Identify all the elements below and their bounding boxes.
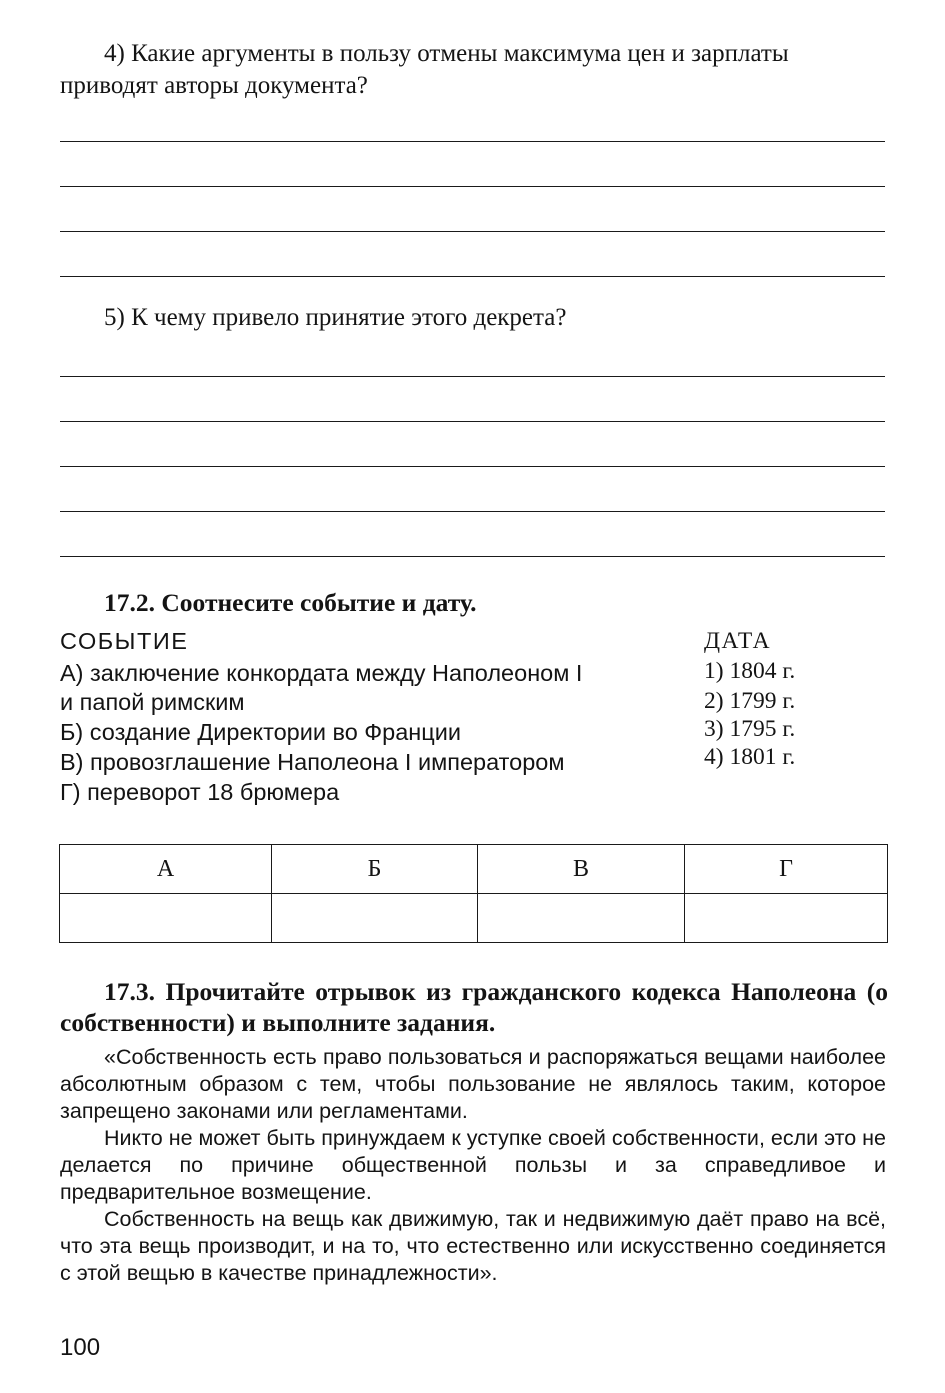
task-17-2-heading: 17.2. Соотнесите событие и дату. [104,588,477,617]
answer-cell[interactable] [685,894,888,943]
answer-table-header-row [60,845,888,894]
answer-cell[interactable] [60,894,272,943]
answer-cell[interactable] [478,894,685,943]
table-header-cell: Г [685,845,888,894]
answer-line[interactable] [60,376,885,377]
event-item: Г) переворот 18 брюмера [60,779,340,805]
date-item: 4) 1801 г. [704,744,796,770]
table-header-cell: А [60,845,272,894]
quote-paragraph: Собственность на вещь как движимую, так и недвижимую даёт право на всё, что эта вещь производит, и на то, что естественно или искусственно соединяется с этой вещью в качестве принадлежности». [60,1207,886,1285]
answer-cell[interactable] [272,894,478,943]
event-item: и папой римским [60,689,245,715]
answer-line[interactable] [60,556,885,557]
answer-line[interactable] [60,421,885,422]
date-item: 3) 1795 г. [704,716,796,742]
date-item: 1) 1804 г. [704,658,796,684]
task-17-3-heading: 17.3. Прочитайте отрывок из гражданского кодекса Наполеона (о собственности) и выполните задания. [60,977,888,1037]
date-item: 2) 1799 г. [704,688,796,714]
question-4-text: 4) Какие аргументы в пользу отмены максимума цен и зарплаты приводят авторы документа? [60,40,789,99]
answer-line[interactable] [60,276,885,277]
event-item: В) провозглашение Наполеона I императором [60,749,565,775]
quote-paragraph: «Собственность есть право пользоваться и распоряжаться вещами наиболее абсолютным образом с тем, чтобы пользование не являлось таким, которое запрещено законами или регламентами. [60,1045,886,1123]
answer-table [59,844,888,943]
answer-line[interactable] [60,141,885,142]
table-header-cell: В [478,845,685,894]
event-item: А) заключение конкордата между Наполеоном I [60,660,583,686]
answer-line[interactable] [60,511,885,512]
answer-line[interactable] [60,466,885,467]
dates-column-header: ДАТА [704,628,772,654]
page-number: 100 [60,1334,101,1361]
event-item: Б) создание Директории во Франции [60,719,462,745]
answer-table-input-row [60,894,888,943]
table-header-cell: Б [272,845,478,894]
answer-line[interactable] [60,186,885,187]
answer-line[interactable] [60,231,885,232]
question-5-text: 5) К чему привело принятие этого декрета? [104,304,567,331]
quote-paragraph: Никто не может быть принуждаем к уступке своей собственности, если это не делается по причине общественной пользы и за справедливое и предварительное возмещение. [60,1126,886,1204]
events-column-header: СОБЫТИЕ [60,628,189,654]
